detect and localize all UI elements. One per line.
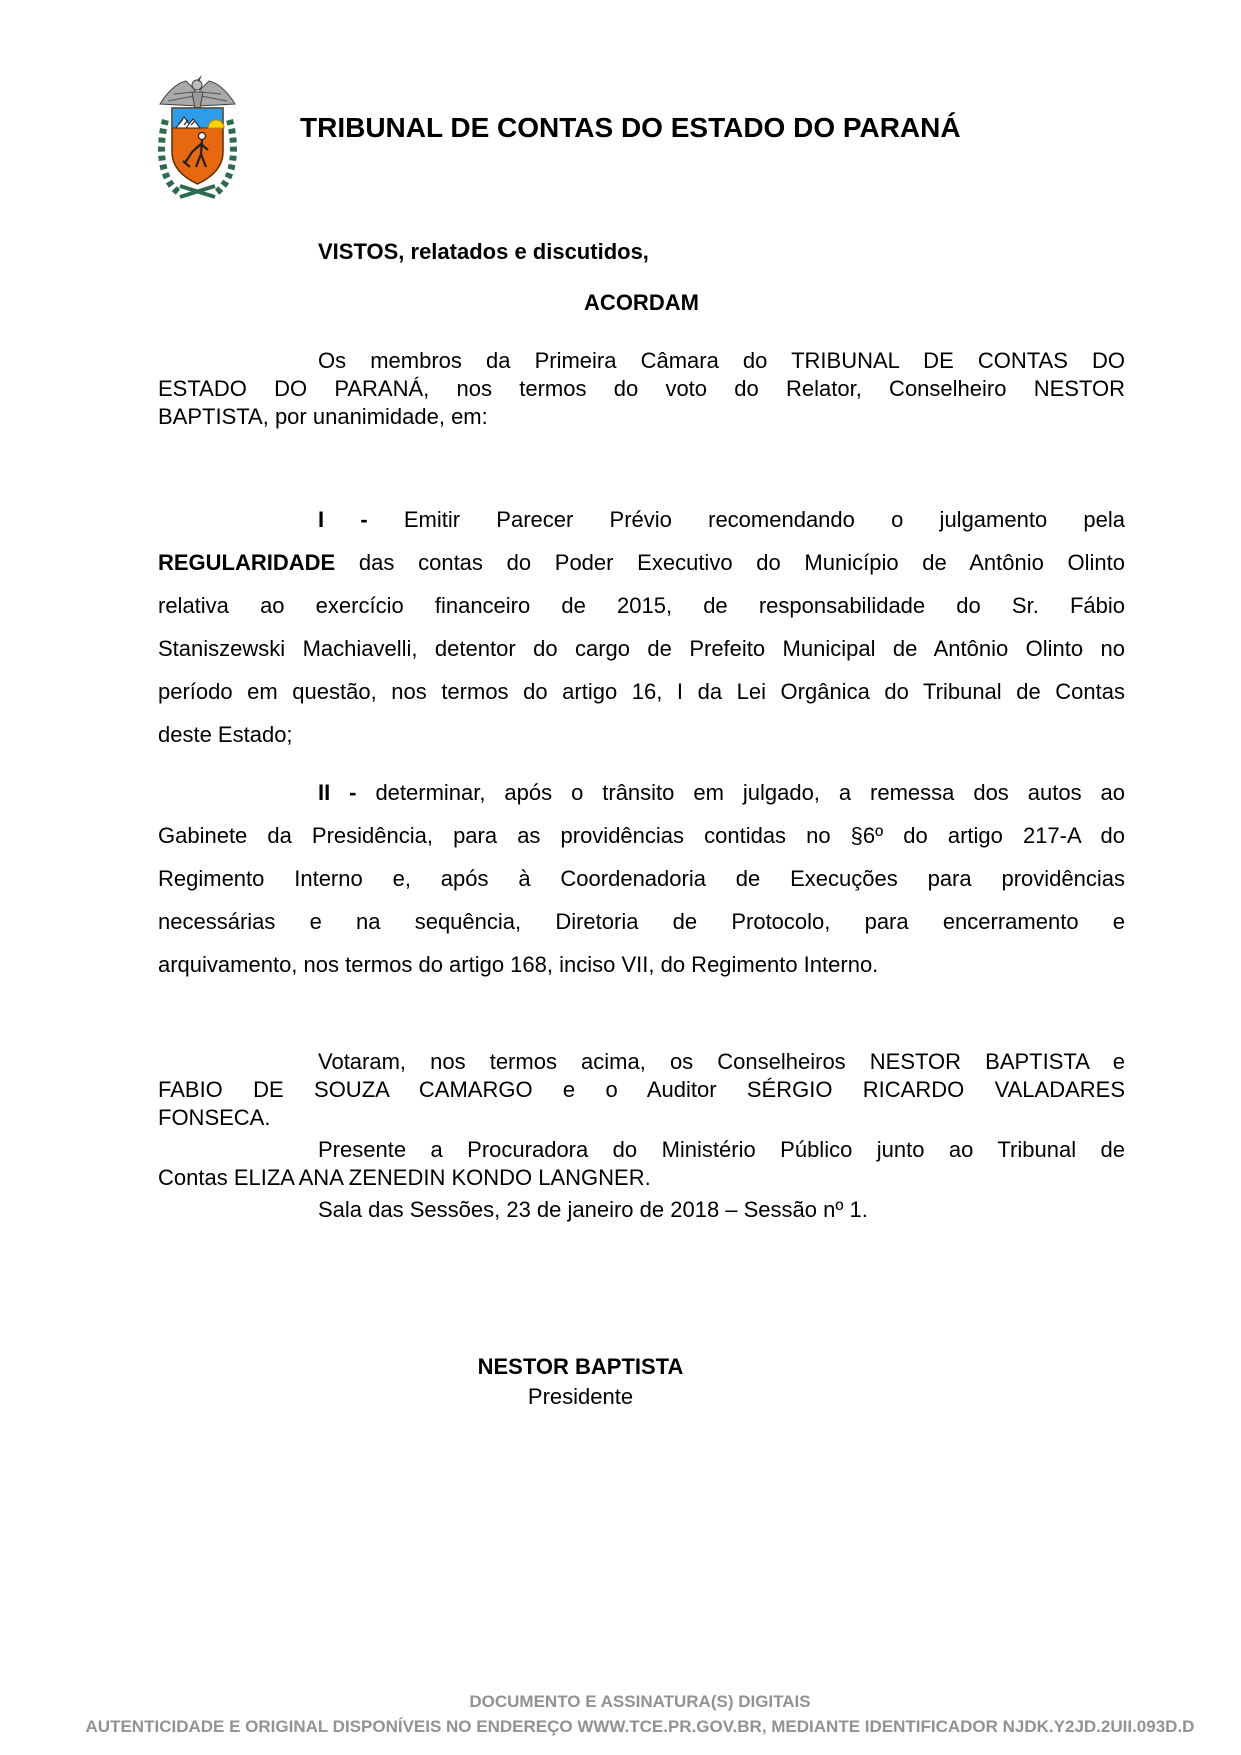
text-line: Presente a Procuradora do Ministério Público junto ao Tribunal de xyxy=(318,1137,1125,1162)
text-line: Regimento Interno e, após à Coordenadoria de Execuções para providências xyxy=(158,866,1125,891)
resolution-item-2 xyxy=(158,771,1125,986)
text-line: período em questão, nos termos do artigo 16, I da Lei Orgânica do Tribunal de Contas xyxy=(158,679,1125,704)
parana-coat-of-arms-logo xyxy=(150,70,245,205)
item-1-number: I - xyxy=(318,507,404,532)
text-line: REGULARIDADE das contas do Poder Executivo do Município de Antônio Olinto xyxy=(158,550,1125,575)
opening-paragraph xyxy=(158,347,1125,431)
laurel-branch-cross xyxy=(180,186,215,197)
session-line: Sala das Sessões, 23 de janeiro de 2018 – Sessão nº 1. xyxy=(318,1197,868,1222)
prosecutor-paragraph xyxy=(158,1136,1125,1192)
digital-signature-footer xyxy=(40,1689,1240,1739)
page-title: TRIBUNAL DE CONTAS DO ESTADO DO PARANÁ xyxy=(300,112,961,143)
text-line: Os membros da Primeira Câmara do TRIBUNAL DE CONTAS DO xyxy=(318,348,1125,373)
footer-line-2: AUTENTICIDADE E ORIGINAL DISPONÍVEIS NO ENDEREÇO WWW.TCE.PR.GOV.BR, MEDIANTE IDENTIFICADOR NJDK.Y2JD.2UII.093D.D xyxy=(85,1717,1195,1736)
shield-icon xyxy=(172,108,224,184)
signature-name: NESTOR BAPTISTA xyxy=(477,1354,684,1379)
item-2-number: II - xyxy=(318,780,376,805)
text-line: FABIO DE SOUZA CAMARGO e o Auditor SÉRGIO RICARDO VALADARES xyxy=(158,1077,1125,1102)
text-line: Gabinete da Presidência, para as providências contidas no §6º do artigo 217-A do xyxy=(158,823,1125,848)
text-line: ESTADO DO PARANÁ, nos termos do voto do Relator, Conselheiro NESTOR xyxy=(158,376,1125,401)
signature-role: Presidente xyxy=(527,1384,634,1409)
text-line: deste Estado; xyxy=(158,722,293,747)
text-line: relativa ao exercício financeiro de 2015, de responsabilidade do Sr. Fábio xyxy=(158,593,1125,618)
text-line: Contas ELIZA ANA ZENEDIN KONDO LANGNER. xyxy=(158,1165,651,1190)
voting-paragraph xyxy=(158,1048,1125,1132)
vistos-line: VISTOS, relatados e discutidos, xyxy=(318,239,649,264)
text-line: I - Emitir Parecer Prévio recomendando o julgamento pela xyxy=(318,507,1125,532)
text-line: arquivamento, nos termos do artigo 168, inciso VII, do Regimento Interno. xyxy=(158,952,879,977)
text-line: II - determinar, após o trânsito em julgado, a remessa dos autos ao xyxy=(318,780,1125,805)
text-line: Staniszewski Machiavelli, detentor do cargo de Prefeito Municipal de Antônio Olinto no xyxy=(158,636,1125,661)
text-line: FONSECA. xyxy=(158,1105,271,1130)
resolution-item-1 xyxy=(158,498,1125,756)
acordam-heading: ACORDAM xyxy=(584,290,699,315)
footer-line-1: DOCUMENTO E ASSINATURA(S) DIGITAIS xyxy=(469,1692,811,1711)
text-line: necessárias e na sequência, Diretoria de Protocolo, para encerramento e xyxy=(158,909,1125,934)
eagle-icon xyxy=(160,75,235,108)
regularidade-emphasis: REGULARIDADE xyxy=(158,550,336,575)
text-line: BAPTISTA, por unanimidade, em: xyxy=(158,404,488,429)
text-line: Votaram, nos termos acima, os Conselheiros NESTOR BAPTISTA e xyxy=(318,1049,1125,1074)
signature-block xyxy=(158,1352,1003,1412)
